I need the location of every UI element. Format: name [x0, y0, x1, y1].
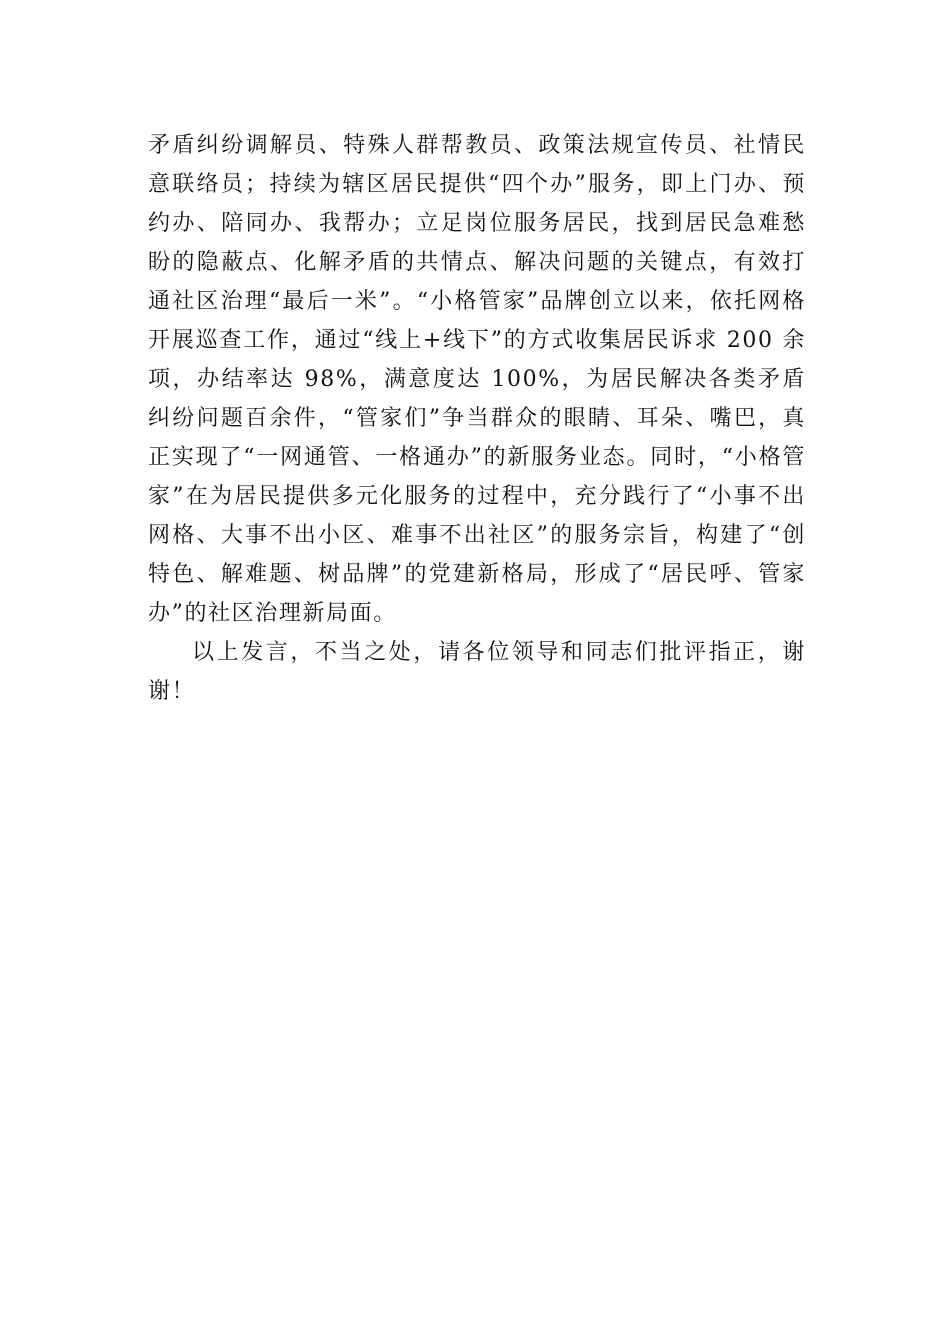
body-paragraph: 矛盾纠纷调解员、特殊人群帮教员、政策法规宣传员、社情民意联络员；持续为辖区居民提供“四个办”服务，即上门办、预约办、陪同办、我帮办；立足岗位服务居民，找到居民急难愁盼的隐蔽点、化解矛盾的共情点、解决问题的关键点，有效打通社区治理“最后一米”。“小格管家”品牌创立以来，依托网格开展巡查工作，通过“线上+线下”的方式收集居民诉求 200 余项，办结率达 98%，满意度达 100%，为居民解决各类矛盾纠纷问题百余件，“管家们”争当群众的眼睛、耳朵、嘴巴，真正实现了“一网通管、一格通办”的新服务业态。同时，“小格管家”在为居民提供多元化服务的过程中，充分践行了“小事不出网格、大事不出小区、难事不出社区”的服务宗旨，构建了“创特色、解难题、树品牌”的党建新格局，形成了“居民呼、管家办”的社区治理新局面。 — [148, 133, 806, 626]
closing-paragraph: 以上发言，不当之处，请各位领导和同志们批评指正，谢谢！ — [148, 640, 806, 704]
document-body — [148, 126, 806, 711]
